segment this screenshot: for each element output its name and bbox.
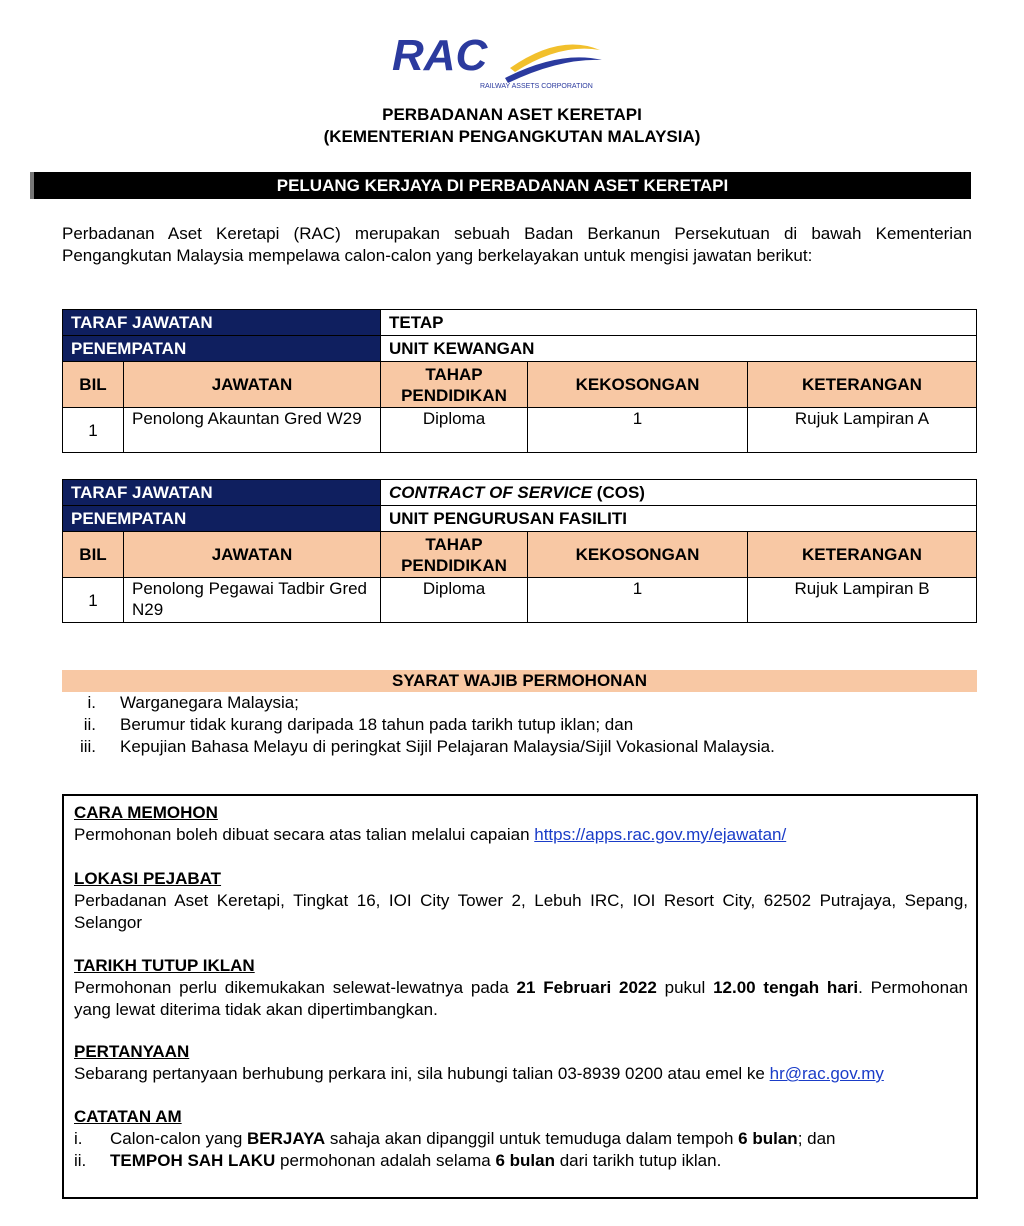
info-box (62, 794, 978, 1199)
note-bold: 6 bulan (738, 1129, 798, 1148)
note-text: permohonan adalah selama (275, 1151, 496, 1170)
catatan-title: CATATAN AM (74, 1107, 182, 1126)
syarat-title: SYARAT WAJIB PERMOHONAN (62, 670, 977, 692)
item-text: Berumur tidak kurang daripada 18 tahun pada tarikh tutup iklan; dan (120, 715, 634, 734)
item-text: Kepujian Bahasa Melayu di peringkat Sijil Pelajaran Malaysia/Sijil Vokasional Malaysia. (120, 737, 775, 756)
lokasi-section (74, 868, 968, 934)
col-bil: BIL (63, 532, 124, 578)
penempatan-label: PENEMPATAN (63, 336, 381, 362)
note-text: dari tarikh tutup iklan. (555, 1151, 722, 1170)
closing-time: 12.00 tengah hari (713, 978, 859, 997)
cell-bil: 1 (63, 408, 124, 453)
catatan-section (74, 1106, 968, 1172)
taraf-label: TARAF JAWATAN (63, 310, 381, 336)
cell-tahap: Diploma (381, 578, 528, 623)
item-number: i. (87, 693, 96, 712)
rac-logo (390, 28, 605, 98)
penempatan-label: PENEMPATAN (63, 506, 381, 532)
tarikh-pre: Permohonan perlu dikemukakan selewat-lewatnya pada (74, 978, 517, 997)
cell-kekosongan: 1 (528, 408, 748, 453)
pertanyaan-text: Sebarang pertanyaan berhubung perkara ini, sila hubungi talian 03-8939 0200 atau emel ke (74, 1064, 770, 1083)
logo-subtitle: RAILWAY ASSETS CORPORATION (480, 83, 593, 90)
closing-date: 21 Februari 2022 (516, 978, 657, 997)
lokasi-text: Perbadanan Aset Keretapi, Tingkat 16, IOI City Tower 2, Lebuh IRC, IOI Resort City, 62502 Putrajaya, Sepang, Selangor (74, 891, 968, 932)
penempatan-value: UNIT PENGURUSAN FASILITI (381, 506, 977, 532)
tarikh-mid: pukul (656, 978, 714, 997)
note-text: sahaja akan dipanggil untuk temuduga dalam tempoh (325, 1129, 739, 1148)
org-name: PERBADANAN ASET KERETAPI (382, 105, 642, 124)
notes-list (74, 1128, 968, 1172)
item-number: iii. (79, 737, 96, 756)
cara-title: CARA MEMOHON (74, 803, 218, 822)
job-table-1 (62, 309, 977, 453)
syarat-list (62, 692, 977, 758)
cell-bil: 1 (63, 578, 124, 623)
item-number: ii. (74, 1151, 87, 1170)
application-link[interactable]: https://apps.rac.gov.my/ejawatan/ (534, 825, 787, 844)
pertanyaan-section (74, 1041, 968, 1085)
col-jawatan: JAWATAN (124, 362, 381, 408)
cell-tahap: Diploma (381, 408, 528, 453)
col-tahap: TAHAP PENDIDIKAN (381, 532, 528, 578)
note-bold: TEMPOH SAH LAKU (110, 1151, 276, 1170)
item-number: ii. (83, 715, 96, 734)
col-bil: BIL (63, 362, 124, 408)
col-jawatan: JAWATAN (124, 532, 381, 578)
penempatan-value: UNIT KEWANGAN (381, 336, 977, 362)
cell-jawatan: Penolong Akauntan Gred W29 (124, 408, 381, 453)
taraf-value: TETAP (381, 310, 977, 336)
list-item (62, 692, 977, 714)
note-text: Calon-calon yang (110, 1129, 248, 1148)
page-title-banner: PELUANG KERJAYA DI PERBADANAN ASET KERETAPI (30, 172, 971, 199)
cara-section (74, 802, 968, 846)
list-item (62, 714, 977, 736)
taraf-value-italic: CONTRACT OF SERVICE (389, 482, 593, 502)
cara-text: Permohonan boleh dibuat secara atas talian melalui capaian (74, 825, 535, 844)
job-table-2 (62, 479, 977, 623)
intro-paragraph: Perbadanan Aset Keretapi (RAC) merupakan sebuah Badan Berkanun Persekutuan di bawah Kementerian Pengangkutan Malaysia mempelawa calon-calon yang berkelayakan untuk mengisi jawatan berikut: (62, 224, 972, 265)
col-tahap: TAHAP PENDIDIKAN (381, 362, 528, 408)
tarikh-title: TARIKH TUTUP IKLAN (74, 956, 255, 975)
cell-keterangan: Rujuk Lampiran B (748, 578, 977, 623)
col-kekosongan: KEKOSONGAN (528, 362, 748, 408)
taraf-value (381, 480, 977, 506)
pertanyaan-title: PERTANYAAN (74, 1042, 190, 1061)
logo-text: RAC (392, 31, 488, 80)
list-item (74, 1128, 968, 1150)
cell-kekosongan: 1 (528, 578, 748, 623)
cell-jawatan: Penolong Pegawai Tadbir Gred N29 (124, 578, 381, 623)
cell-keterangan: Rujuk Lampiran A (748, 408, 977, 453)
col-kekosongan: KEKOSONGAN (528, 532, 748, 578)
note-text: ; dan (797, 1129, 836, 1148)
email-link[interactable]: hr@rac.gov.my (769, 1064, 884, 1083)
item-text: Warganegara Malaysia; (120, 693, 299, 712)
ministry-name: (KEMENTERIAN PENGANGKUTAN MALAYSIA) (323, 127, 701, 146)
tarikh-post: . Permohonan yang lewat diterima tidak akan dipertimbangkan. (74, 978, 968, 1019)
list-item (62, 736, 977, 758)
col-keterangan: KETERANGAN (748, 532, 977, 578)
taraf-value-suffix: (COS) (592, 482, 645, 502)
list-item (74, 1150, 968, 1172)
table-row (63, 578, 977, 623)
lokasi-title: LOKASI PEJABAT (74, 869, 222, 888)
table-row (63, 408, 977, 453)
note-bold: 6 bulan (495, 1151, 555, 1170)
note-bold: BERJAYA (247, 1129, 326, 1148)
item-number: i. (74, 1129, 83, 1148)
col-keterangan: KETERANGAN (748, 362, 977, 408)
tarikh-section (74, 955, 968, 1021)
taraf-label: TARAF JAWATAN (63, 480, 381, 506)
